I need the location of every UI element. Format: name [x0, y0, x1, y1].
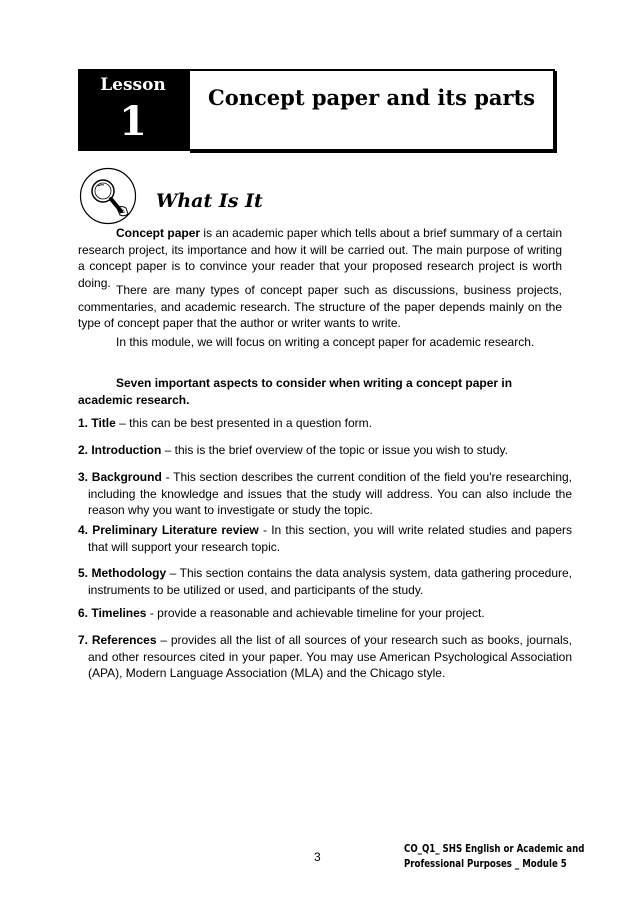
lesson-title: Concept paper and its parts [208, 85, 536, 110]
lesson-title-box [188, 69, 555, 151]
lesson-badge [78, 69, 188, 151]
footer-line-1: CO_Q1_ SHS English or Academic and [404, 843, 585, 855]
list-item: 2. Introduction – this is the brief overview of the topic or issue you wish to study. [78, 443, 508, 457]
list-item: 6. Timelines - provide a reasonable and achievable timeline for your project. [78, 606, 485, 620]
section-title: What Is It [156, 190, 263, 212]
page-number: 3 [314, 850, 321, 864]
list-item: 1. Title – this can be best presented in a question form. [78, 416, 372, 430]
footer-line-2: Professional Purposes _ Module 5 [404, 858, 567, 870]
magnifying-glass-icon [79, 167, 137, 225]
lesson-label: Lesson [100, 75, 166, 95]
lesson-number: 1 [119, 98, 147, 145]
list-item: 7. References – provides all the list of all sources of your research such as books, journals, and other resources cited in your paper. You may use American Psychological Association (APA), Modern Language Association (MLA) and the Chicago style. [78, 633, 572, 680]
aspects-heading: Seven important aspects to consider when writing a concept paper in academic research. [78, 376, 513, 407]
paragraph-focus: In this module, we will focus on writing a concept paper for academic research. [116, 335, 535, 349]
term-concept-paper: Concept paper [116, 226, 201, 240]
list-item: 3. Background - This section describes the current condition of the field you're researching, including the knowledge and issues that the study will address. You can also include the reason why you want to investigate or study the topic. [78, 470, 572, 517]
paragraph-types: There are many types of concept paper such as discussions, business projects, commentaries, and academic research. The structure of the paper depends mainly on the type of concept paper that the author or writer wants to write. [78, 283, 562, 330]
list-item: 5. Methodology – This section contains the data analysis system, data gathering procedure, instruments to be utilized or used, and participants of the study. [78, 566, 573, 597]
list-item: 4. Preliminary Literature review - In this section, you will write related studies and papers that will support your research topic. [78, 523, 572, 554]
footer-module-info [404, 842, 584, 872]
paragraph-intro-text: is an academic paper which tells about a brief summary of a certain research project, its importance and how it will be carried out. The main purpose of writing a concept paper is to convince your reader that your proposed research project is worth doing. [78, 226, 562, 290]
